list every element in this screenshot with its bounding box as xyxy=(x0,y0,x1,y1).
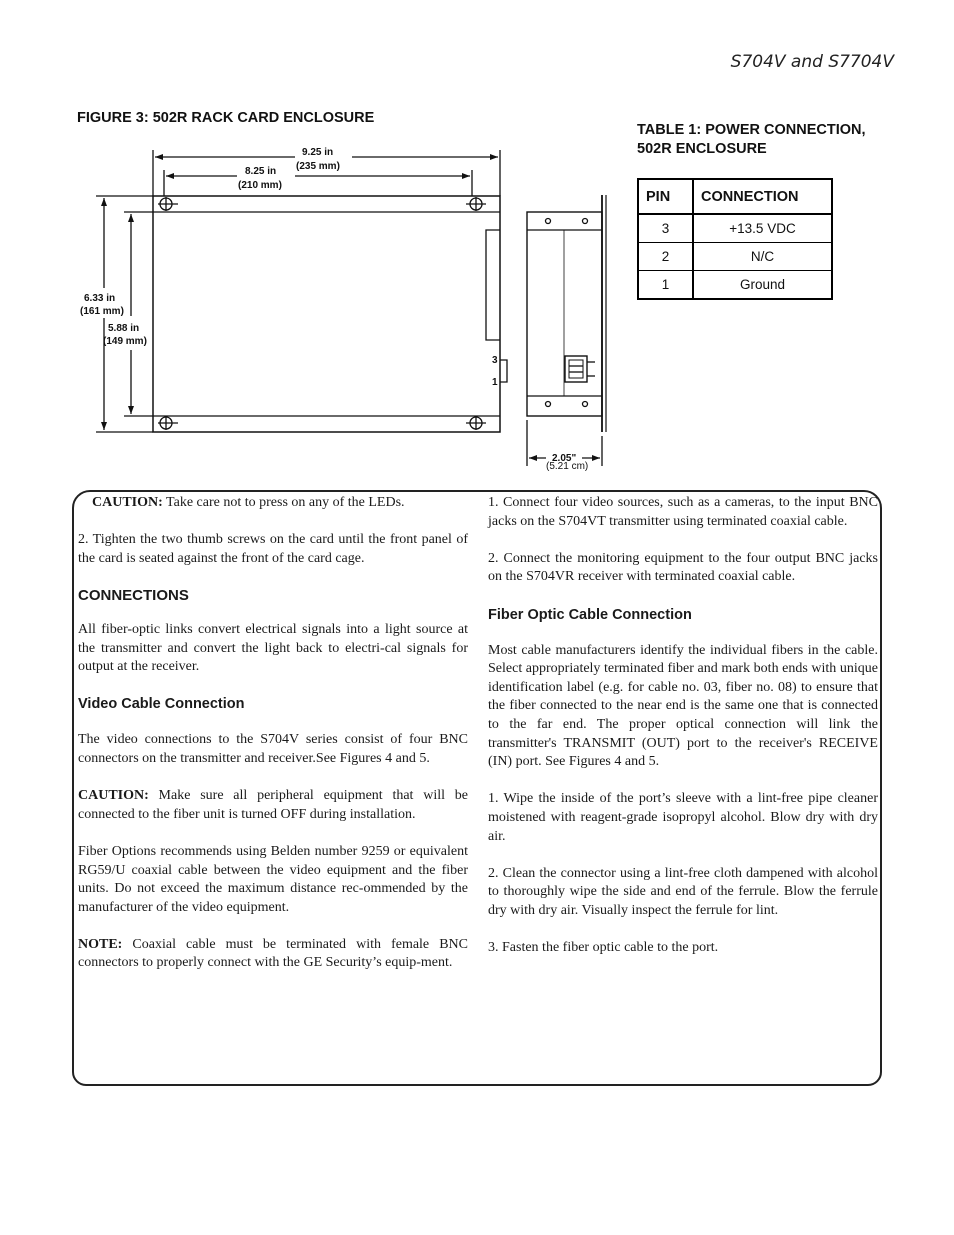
connections-paragraph: All fiber-optic links convert electrical signals into a light source at the transmitter and convert the light back to electri-cal signals for output at the receiver. xyxy=(78,621,468,675)
caution-label: CAUTION: xyxy=(92,495,163,510)
table-row xyxy=(638,214,832,243)
table-row xyxy=(638,243,832,271)
front-panel-outline xyxy=(153,196,500,432)
recommendation-paragraph: Fiber Options recommends using Belden number 9259 or equivalent RG59/U coaxial cable between the video equipment and the fiber units. Do not exceed the maximum distance rec-ommended by the manufacturer of the video equipment. xyxy=(78,843,468,915)
table-row xyxy=(638,271,832,300)
left-text-column xyxy=(78,494,468,992)
note-text: Coaxial cable must be terminated with female BNC connectors to properly connect with the GE Security’s equip-ment. xyxy=(78,936,468,971)
table-header-row xyxy=(638,179,832,214)
screw-hole-icon xyxy=(583,402,588,407)
step-paragraph: 2. Connect the monitoring equipment to the four output BNC jacks on the S704VR receiver with terminated coaxial cable. xyxy=(488,550,878,585)
step-paragraph: 3. Fasten the fiber optic cable to the port. xyxy=(488,940,719,956)
screw-hole-icon xyxy=(583,219,588,224)
side-view-outline xyxy=(527,212,602,416)
dim-label-inner-height: 5.88 in xyxy=(108,323,140,334)
dim-label-overall-height-mm: (161 mm) xyxy=(80,306,124,317)
arrowhead xyxy=(101,422,107,430)
pin-cell: 3 xyxy=(638,214,693,243)
arrowhead xyxy=(490,154,498,160)
table-title xyxy=(637,121,866,159)
dim-label-overall-width-mm: (235 mm) xyxy=(296,161,340,172)
arrowhead xyxy=(101,198,107,206)
connection-cell: +13.5 VDC xyxy=(693,214,832,243)
note-paragraph xyxy=(78,936,468,973)
panel-notch xyxy=(486,230,500,340)
connection-cell: N/C xyxy=(693,243,832,271)
table-title-line: 502R ENCLOSURE xyxy=(637,141,767,157)
screw-hole-icon xyxy=(546,402,551,407)
screw-hole-icon xyxy=(546,219,551,224)
pin-label-1: 1 xyxy=(492,377,498,388)
fiber-optic-heading: Fiber Optic Cable Connection xyxy=(488,606,692,623)
arrowhead xyxy=(128,214,134,222)
dim-label-inner-width-mm: (210 mm) xyxy=(238,180,282,191)
arrowhead xyxy=(592,455,600,461)
step-paragraph: 2. Tighten the two thumb screws on the card until the front panel of the card is seated against the front of the card cage. xyxy=(78,532,468,566)
dim-label-overall-height: 6.33 in xyxy=(84,293,116,304)
dim-label-side-width-mm: (5.21 cm) xyxy=(546,461,589,472)
pin-label-3: 3 xyxy=(492,355,498,366)
arrowhead xyxy=(529,455,537,461)
thumb-screw-icon xyxy=(158,416,178,430)
step-paragraph: 1. Connect four video sources, such as a cameras, to the input BNC jacks on the S704VT transmitter using terminated coaxial cable. xyxy=(488,495,878,529)
step-paragraph: 1. Wipe the inside of the port’s sleeve with a lint-free pipe cleaner moistened with reagent-grade isopropyl alcohol. Blow dry with dry air. xyxy=(488,791,878,844)
column-header-pin: PIN xyxy=(638,179,693,214)
connection-cell: Ground xyxy=(693,271,832,300)
step-paragraph: 2. Clean the connector using a lint-free cloth dampened with alcohol to thoroughly wipe the side and end of the ferrule. Blow the ferrule dry with dry air. Visually inspect the ferrule for lint. xyxy=(488,865,878,918)
note-label: NOTE: xyxy=(78,936,123,952)
video-cable-heading: Video Cable Connection xyxy=(78,696,245,713)
arrowhead xyxy=(462,173,470,179)
document-title: S704V and S7704V xyxy=(730,52,894,72)
pin-cell: 2 xyxy=(638,243,693,271)
caution-text: Take care not to press on any of the LEDs. xyxy=(162,495,405,510)
dim-label-side-width: 2.05" xyxy=(552,453,577,464)
caution-label: CAUTION: xyxy=(78,788,149,804)
connections-heading: CONNECTIONS xyxy=(78,586,189,604)
caution-paragraph xyxy=(78,787,468,824)
power-connection-table xyxy=(637,178,833,300)
arrowhead xyxy=(155,154,163,160)
thumb-screw-icon xyxy=(466,416,486,430)
thumb-screw-icon xyxy=(466,197,486,211)
dim-label-overall-width: 9.25 in xyxy=(302,147,334,158)
power-terminal-block-icon xyxy=(565,356,595,382)
caution-text: Make sure all peripheral equipment that will be connected to the fiber unit is turned OFF during installation. xyxy=(78,788,468,822)
dim-label-inner-height-mm: (149 mm) xyxy=(103,336,147,347)
column-header-connection: CONNECTION xyxy=(693,179,832,214)
caution-paragraph xyxy=(78,494,468,513)
arrowhead xyxy=(128,406,134,414)
pin-cell: 1 xyxy=(638,271,693,300)
dim-label-inner-width: 8.25 in xyxy=(245,166,277,177)
right-text-column xyxy=(488,494,878,976)
figure-title: FIGURE 3: 502R RACK CARD ENCLOSURE xyxy=(77,110,375,126)
power-connector-outline xyxy=(500,360,507,382)
thumb-screw-icon xyxy=(158,197,178,211)
fiber-optic-paragraph: Most cable manufacturers identify the individual fibers in the cable. Select appropriately terminated fiber and mark both ends with unique identification label (e.g. for cable no. 03, fiber no. 08) to ensure that the fiber connected to the near end is the same one that is connected to the far end. The proper optical connection will link the transmitter's TRANSMIT (OUT) port to the receiver's RECEIVE (IN) port. See Figures 4 and 5. xyxy=(488,642,878,770)
video-cable-paragraph: The video connections to the S704V series consist of four BNC connectors on the transmitter and receiver.See Figures 4 and 5. xyxy=(78,732,468,766)
arrowhead xyxy=(166,173,174,179)
table-title-line: TABLE 1: POWER CONNECTION, xyxy=(637,122,866,138)
